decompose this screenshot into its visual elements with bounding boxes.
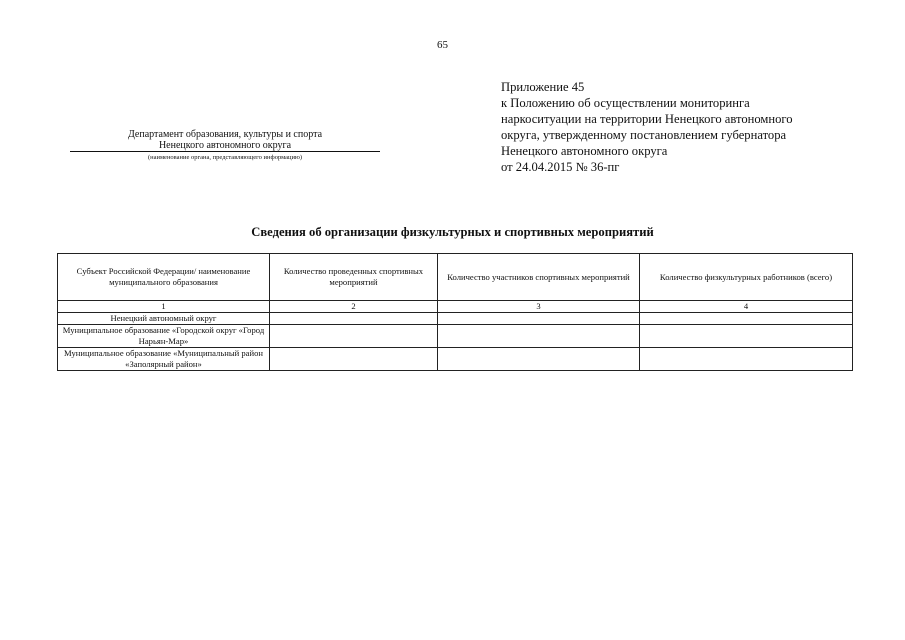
column-number: 1 <box>58 301 270 313</box>
department-region: Ненецкого автономного округа <box>70 140 380 152</box>
department-caption: (наименование органа, представляющего информацию) <box>147 154 303 161</box>
department-name: Департамент образования, культуры и спорта <box>127 129 323 140</box>
appendix-line: округа, утвержденному постановлением губернатора <box>501 128 787 142</box>
table-cell <box>270 348 438 371</box>
table-cell <box>640 313 853 325</box>
row-name: Муниципальное образование «Муниципальный район «Заполярный район» <box>58 348 270 371</box>
table-cell <box>270 325 438 348</box>
page-number: 65 <box>437 39 448 51</box>
column-header-participants: Количество участников спортивных мероприятий <box>438 254 640 301</box>
table-cell <box>640 325 853 348</box>
department-block <box>70 129 380 162</box>
table-header-row <box>58 254 853 301</box>
appendix-line: Ненецкого автономного округа <box>501 144 668 158</box>
appendix-line: наркоситуации на территории Ненецкого автономного <box>501 112 793 126</box>
table-number-row <box>58 301 853 313</box>
appendix-line: от 24.04.2015 № 36-пг <box>501 160 620 174</box>
column-header-subject: Субъект Российской Федерации/ наименование муниципального образования <box>58 254 270 301</box>
column-header-events: Количество проведенных спортивных мероприятий <box>270 254 438 301</box>
table-cell <box>438 325 640 348</box>
table-cell <box>640 348 853 371</box>
table-row <box>58 313 853 325</box>
appendix-line: Приложение 45 <box>501 80 585 94</box>
column-header-workers: Количество физкультурных работников (всего) <box>640 254 853 301</box>
column-number: 4 <box>640 301 853 313</box>
table-cell <box>438 313 640 325</box>
table-row <box>58 325 853 348</box>
row-name: Ненецкий автономный округ <box>58 313 270 325</box>
document-title: Сведения об организации физкультурных и спортивных мероприятий <box>251 225 654 239</box>
table-cell <box>270 313 438 325</box>
appendix-block <box>501 79 801 175</box>
table-row <box>58 348 853 371</box>
data-table <box>57 253 853 371</box>
appendix-line: к Положению об осуществлении мониторинга <box>501 96 750 110</box>
column-number: 2 <box>270 301 438 313</box>
table-cell <box>438 348 640 371</box>
column-number: 3 <box>438 301 640 313</box>
row-name: Муниципальное образование «Городской округ «Город Нарьян-Мар» <box>58 325 270 348</box>
